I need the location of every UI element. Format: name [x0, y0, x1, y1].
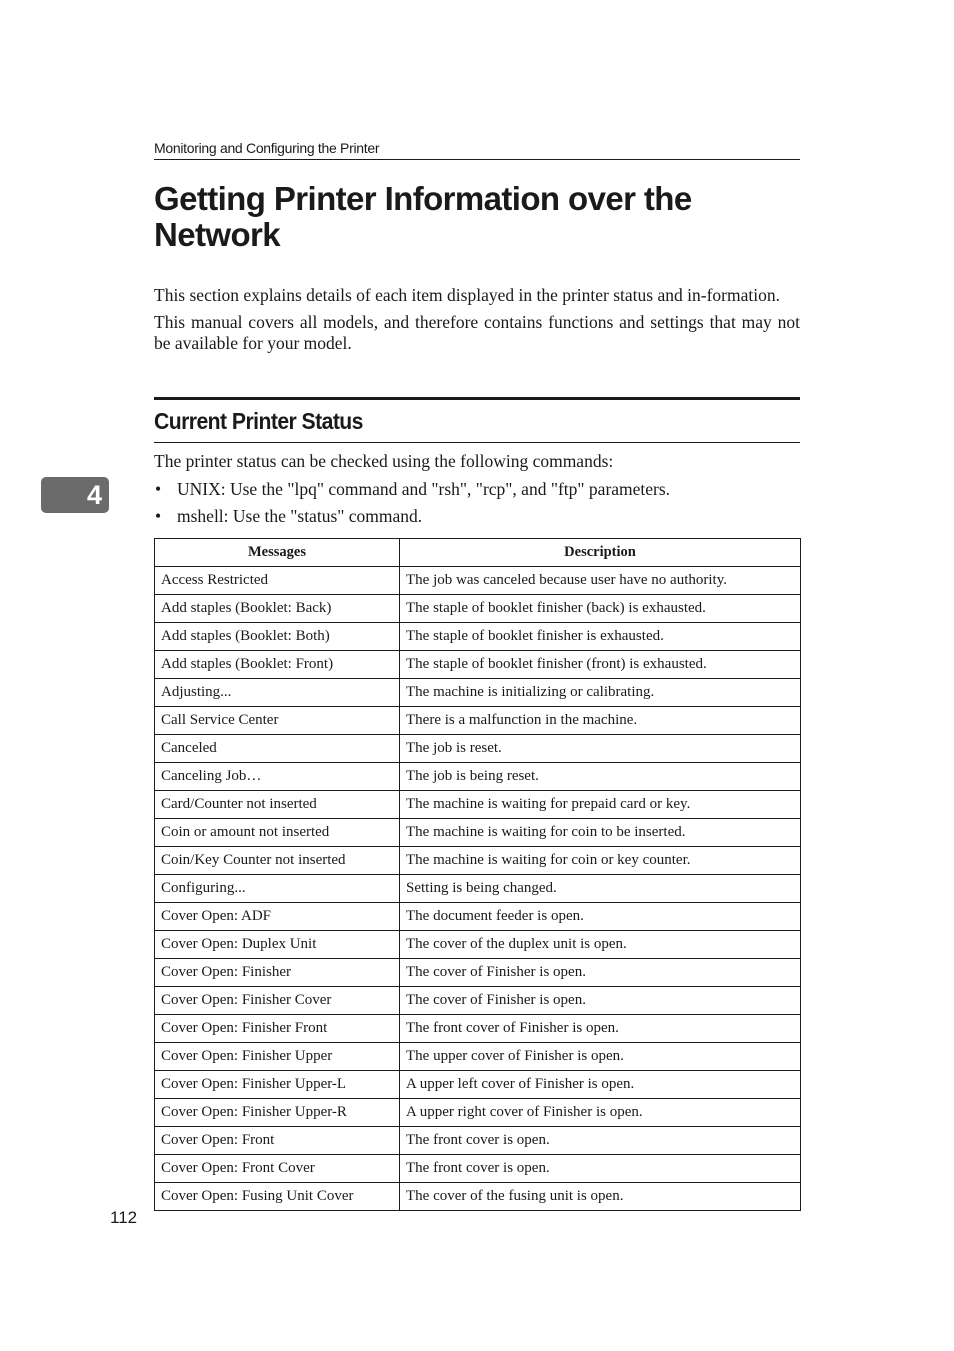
table-row: [155, 1183, 801, 1211]
description-cell: The cover of Finisher is open.: [400, 987, 801, 1015]
table-row: [155, 567, 801, 595]
bullet-icon: •: [155, 479, 162, 499]
list-item-text: UNIX: Use the "lpq" command and "rsh", "rcp", and "ftp" parameters.: [177, 479, 671, 499]
status-messages-table: [154, 538, 801, 1211]
message-cell: Call Service Center: [155, 707, 400, 735]
message-cell: Cover Open: Finisher Upper-R: [155, 1099, 400, 1127]
message-cell: Coin/Key Counter not inserted: [155, 847, 400, 875]
table-row: [155, 735, 801, 763]
description-cell: The job is being reset.: [400, 763, 801, 791]
description-cell: The job is reset.: [400, 735, 801, 763]
running-head-rule: [154, 159, 800, 160]
message-cell: Coin or amount not inserted: [155, 819, 400, 847]
table-header-row: [155, 539, 801, 567]
description-cell: The machine is waiting for prepaid card or key.: [400, 791, 801, 819]
table-row: [155, 959, 801, 987]
description-cell: The document feeder is open.: [400, 903, 801, 931]
message-cell: Cover Open: Finisher Upper: [155, 1043, 400, 1071]
message-cell: Card/Counter not inserted: [155, 791, 400, 819]
page-title: Getting Printer Information over the Network: [154, 180, 692, 253]
message-cell: Cover Open: Fusing Unit Cover: [155, 1183, 400, 1211]
description-cell: The machine is waiting for coin to be inserted.: [400, 819, 801, 847]
page-number: 112: [110, 1208, 138, 1227]
table-row: [155, 791, 801, 819]
description-cell: The front cover of Finisher is open.: [400, 1015, 801, 1043]
chapter-tab: 4: [41, 477, 109, 513]
message-cell: Cover Open: Finisher Upper-L: [155, 1071, 400, 1099]
column-header-messages: Messages: [155, 539, 400, 567]
command-list: [154, 479, 800, 533]
section-lead: The printer status can be checked using the following commands:: [154, 451, 614, 471]
description-cell: The job was canceled because user have no authority.: [400, 567, 801, 595]
table-row: [155, 1071, 801, 1099]
description-cell: The machine is initializing or calibrating.: [400, 679, 801, 707]
table-row: [155, 903, 801, 931]
description-cell: The upper cover of Finisher is open.: [400, 1043, 801, 1071]
description-cell: A upper right cover of Finisher is open.: [400, 1099, 801, 1127]
description-cell: The cover of the fusing unit is open.: [400, 1183, 801, 1211]
description-cell: Setting is being changed.: [400, 875, 801, 903]
table-row: [155, 847, 801, 875]
message-cell: Cover Open: Finisher Front: [155, 1015, 400, 1043]
description-cell: A upper left cover of Finisher is open.: [400, 1071, 801, 1099]
description-cell: The staple of booklet finisher (front) is exhausted.: [400, 651, 801, 679]
table-row: [155, 1043, 801, 1071]
section-heading: Current Printer Status: [154, 408, 363, 434]
table-row: [155, 651, 801, 679]
intro-paragraph: This section explains details of each item displayed in the printer status and in-formation.: [154, 285, 780, 305]
table-row: [155, 763, 801, 791]
running-head: Monitoring and Configuring the Printer: [154, 140, 380, 156]
section-rule-top: [154, 397, 800, 400]
message-cell: Canceled: [155, 735, 400, 763]
description-cell: There is a malfunction in the machine.: [400, 707, 801, 735]
message-cell: Cover Open: Finisher: [155, 959, 400, 987]
table-row: [155, 679, 801, 707]
list-item: [154, 479, 800, 500]
description-cell: The front cover is open.: [400, 1155, 801, 1183]
table-row: [155, 1155, 801, 1183]
message-cell: Cover Open: Finisher Cover: [155, 987, 400, 1015]
table-row: [155, 987, 801, 1015]
message-cell: Adjusting...: [155, 679, 400, 707]
description-cell: The staple of booklet finisher (back) is exhausted.: [400, 595, 801, 623]
message-cell: Add staples (Booklet: Front): [155, 651, 400, 679]
message-cell: Add staples (Booklet: Back): [155, 595, 400, 623]
column-header-description: Description: [400, 539, 801, 567]
intro-text: [154, 285, 800, 360]
description-cell: The front cover is open.: [400, 1127, 801, 1155]
message-cell: Cover Open: Front Cover: [155, 1155, 400, 1183]
table-row: [155, 623, 801, 651]
description-cell: The staple of booklet finisher is exhausted.: [400, 623, 801, 651]
description-cell: The cover of the duplex unit is open.: [400, 931, 801, 959]
intro-paragraph: This manual covers all models, and therefore contains functions and settings that may not be available for your model.: [154, 312, 800, 353]
message-cell: Add staples (Booklet: Both): [155, 623, 400, 651]
bullet-icon: •: [155, 506, 162, 526]
table-row: [155, 931, 801, 959]
description-cell: The machine is waiting for coin or key counter.: [400, 847, 801, 875]
table-body: [155, 567, 801, 1211]
message-cell: Access Restricted: [155, 567, 400, 595]
table-row: [155, 875, 801, 903]
table-row: [155, 707, 801, 735]
section-rule-bottom: [154, 442, 800, 443]
message-cell: Configuring...: [155, 875, 400, 903]
message-cell: Canceling Job…: [155, 763, 400, 791]
table-row: [155, 819, 801, 847]
table-row: [155, 1015, 801, 1043]
table-row: [155, 595, 801, 623]
table-row: [155, 1099, 801, 1127]
message-cell: Cover Open: ADF: [155, 903, 400, 931]
message-cell: Cover Open: Duplex Unit: [155, 931, 400, 959]
table-row: [155, 1127, 801, 1155]
list-item-text: mshell: Use the "status" command.: [177, 506, 423, 526]
description-cell: The cover of Finisher is open.: [400, 959, 801, 987]
list-item: [154, 506, 800, 527]
message-cell: Cover Open: Front: [155, 1127, 400, 1155]
